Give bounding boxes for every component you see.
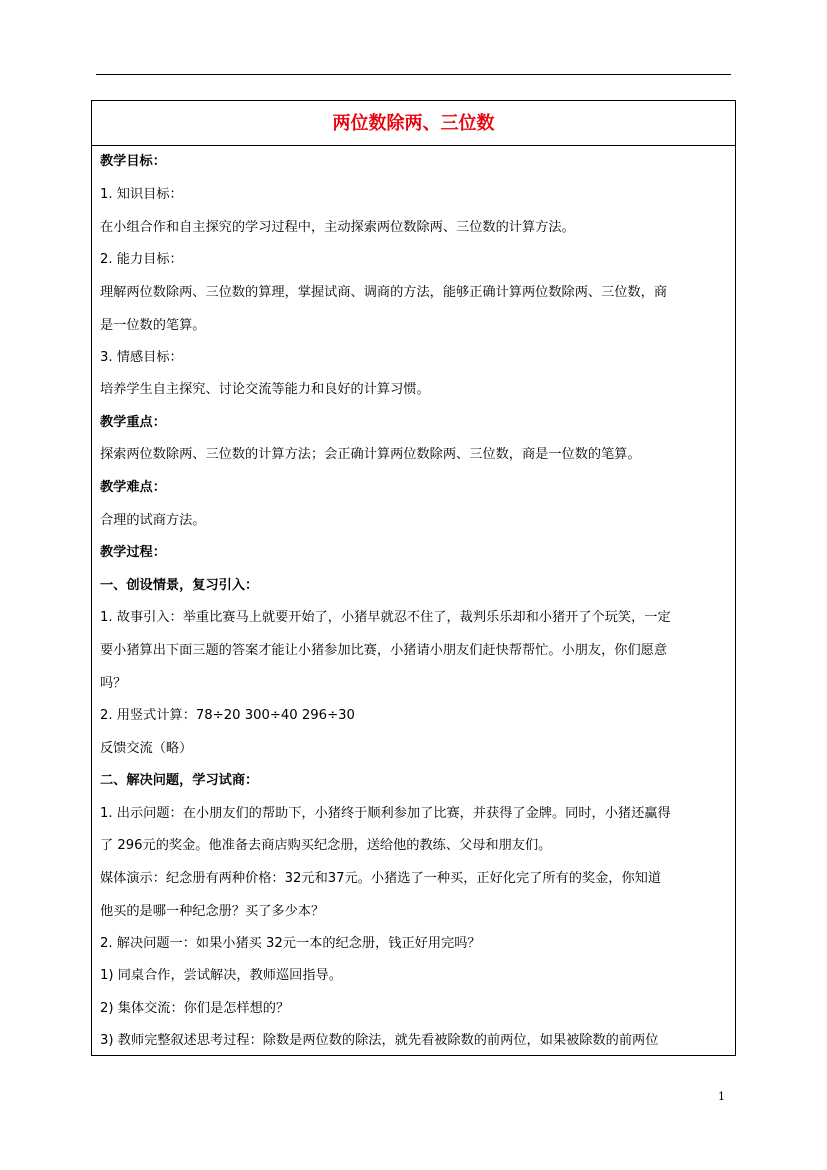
section-heading-one: 一、创设情景，复习引入： bbox=[100, 578, 259, 593]
heading-key-points: 教学重点： bbox=[100, 415, 166, 430]
text-line: 要小猪算出下面三题的答案才能让小猪参加比赛，小猪请小朋友们赶快帮帮忙。小朋友，你们愿意 bbox=[100, 643, 668, 658]
heading-teaching-objectives: 教学目标： bbox=[100, 154, 166, 169]
text-line: 了 296元的奖金。他准备去商店购买纪念册，送给他的教练、父母和朋友们。 bbox=[100, 838, 552, 853]
text-line: 2. 解决问题一：如果小猪买 32元一本的纪念册，钱正好用完吗？ bbox=[100, 936, 481, 951]
lesson-plan-table bbox=[91, 100, 736, 1056]
text-line: 1. 故事引入：举重比赛马上就要开始了，小猪早就忍不住了，裁判乐乐却和小猪开了个玩笑，一定 bbox=[100, 610, 671, 625]
heading-teaching-process: 教学过程： bbox=[100, 545, 166, 560]
text-line: 在小组合作和自主探究的学习过程中，主动探索两位数除两、三位数的计算方法。 bbox=[100, 220, 575, 235]
text-line: 1. 知识目标： bbox=[100, 187, 183, 202]
text-line: 培养学生自主探究、讨论交流等能力和良好的计算习惯。 bbox=[100, 382, 430, 397]
text-line: 2. 用竖式计算：78÷20 300÷40 296÷30 bbox=[100, 708, 355, 723]
text-line: 1) 同桌合作，尝试解决，教师巡回指导。 bbox=[100, 968, 342, 983]
section-heading-two: 二、解决问题，学习试商： bbox=[100, 773, 259, 788]
text-line: 反馈交流（略） bbox=[100, 741, 193, 756]
document-title: 两位数除两、三位数 bbox=[332, 113, 495, 134]
text-line: 合理的试商方法。 bbox=[100, 513, 206, 528]
text-line: 2) 集体交流：你们是怎样想的？ bbox=[100, 1001, 290, 1016]
title-row bbox=[92, 101, 735, 146]
page-number: 1 bbox=[718, 1090, 725, 1103]
text-line: 理解两位数除两、三位数的算理，掌握试商、调商的方法，能够正确计算两位数除两、三位数，商 bbox=[100, 285, 668, 300]
text-line: 探索两位数除两、三位数的计算方法；会正确计算两位数除两、三位数，商是一位数的笔算。 bbox=[100, 447, 641, 462]
text-line: 吗？ bbox=[100, 676, 127, 691]
heading-difficulties: 教学难点： bbox=[100, 480, 166, 495]
text-line: 是一位数的笔算。 bbox=[100, 318, 206, 333]
text-line: 3. 情感目标： bbox=[100, 350, 183, 365]
text-line: 媒体演示：纪念册有两种价格：32元和37元。小猪选了一种买，正好化完了所有的奖金，你知道 bbox=[100, 871, 662, 886]
text-line: 2. 能力目标： bbox=[100, 252, 183, 267]
header-rule bbox=[96, 74, 731, 75]
text-line: 他买的是哪一种纪念册？买了多少本？ bbox=[100, 904, 325, 919]
text-line: 3) 教师完整叙述思考过程：除数是两位数的除法，就先看被除数的前两位，如果被除数的前两位 bbox=[100, 1033, 659, 1048]
text-line: 1. 出示问题：在小朋友们的帮助下，小猪终于顺利参加了比赛，并获得了金牌。同时，小猪还赢得 bbox=[100, 806, 671, 821]
